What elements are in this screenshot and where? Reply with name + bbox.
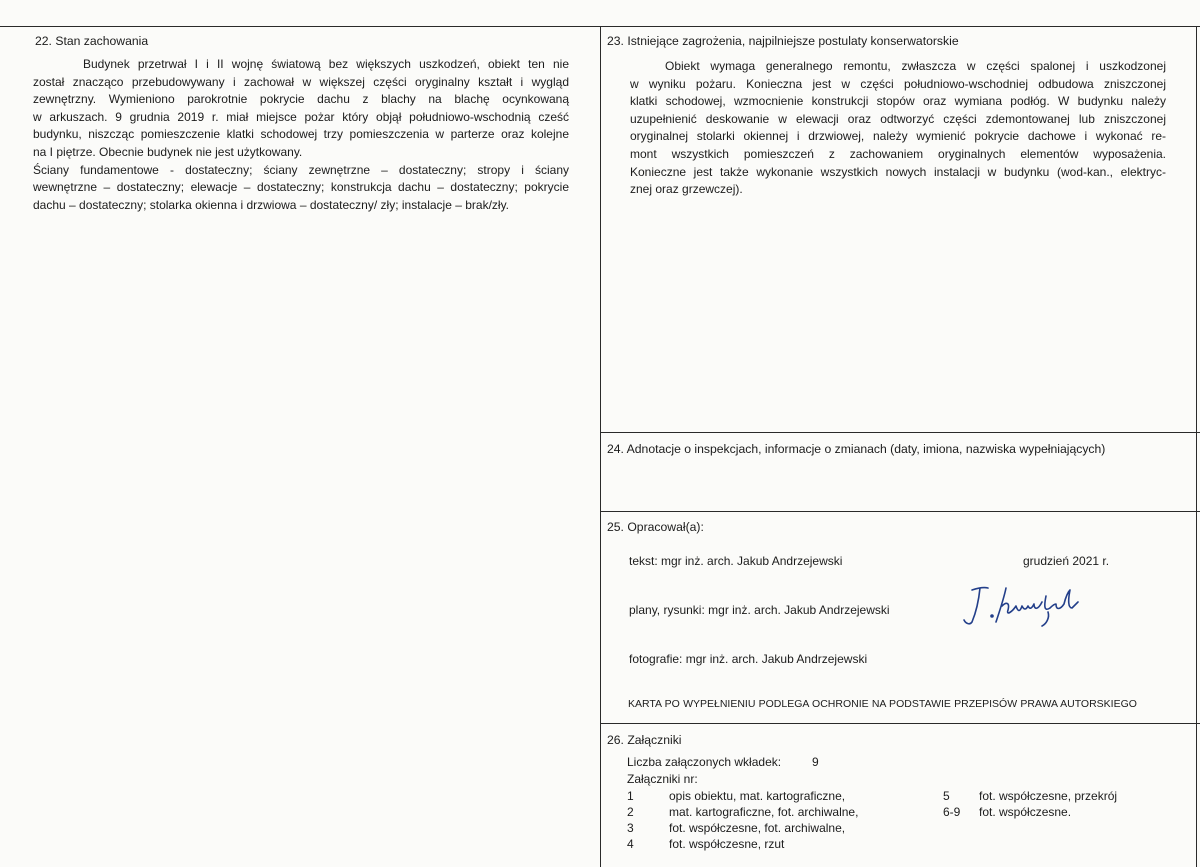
section-22-title: 22. Stan zachowania: [35, 34, 149, 48]
attachment-number: 1: [627, 789, 634, 803]
divider-25-26: [600, 723, 1200, 724]
copyright-notice: KARTA PO WYPEŁNIENIU PODLEGA OCHRONIE NA PODSTAWIE PRZEPISÓW PRAWA AUTORSKIEGO: [628, 698, 1137, 710]
section-23-line: Obiekt wymaga generalnego remontu, zwłaszcza w części spalonej i uszkodzonej: [665, 59, 1166, 73]
section-23-line: Konieczne jest także wykonanie wszystkich nowych instalacji w budynku (wod-kan., elektryc-: [630, 164, 1166, 179]
attachment-number: 6-9: [943, 805, 961, 819]
section-26-title: 26. Załączniki: [607, 733, 682, 747]
attachments-count-value: 9: [812, 755, 819, 769]
text-author: tekst: mgr inż. arch. Jakub Andrzejewski: [629, 554, 843, 568]
section-22-body: [33, 56, 569, 214]
attachment-description: fot. współczesne, fot. archiwalne,: [669, 821, 846, 835]
attachment-number: 3: [627, 821, 634, 835]
plans-author: plany, rysunki: mgr inż. arch. Jakub Andrzejewski: [629, 603, 890, 617]
section-23-line: uzupełnienić deskowanie w elewacji oraz odtworzyć części zdemontowanej lub zniszczonej: [630, 111, 1166, 126]
section-22-line: zewnętrzny. Wymieniono parokrotnie pokrycie dachu z blachy na blachę ocynkowaną: [33, 92, 569, 107]
attachments-list-label: Załączniki nr:: [627, 772, 698, 786]
divider-23-24: [600, 432, 1200, 433]
section-22-line: budynku, niszcząc pomieszczenie klatki schodowej trzy pomieszczenia w parterze oraz kolejne: [33, 127, 569, 142]
attachment-number: 2: [627, 805, 634, 819]
section-22-line: w arkuszach. 9 grudnia 2019 r. miał miejsce pożar który objął południowo-wschodnią cześć: [33, 109, 569, 124]
divider-24-25: [600, 511, 1200, 512]
section-25-title: 25. Opracował(a):: [607, 520, 704, 534]
section-23-line: oryginalnej stolarki okiennej i drzwiowej, należy wymienić pokrycie dachowe i wykonać re-: [630, 129, 1166, 144]
date-label: grudzień 2021 r.: [1023, 554, 1110, 568]
photos-author: fotografie: mgr inż. arch. Jakub Andrzejewski: [629, 652, 868, 666]
section-22-line: na I piętrze. Obecnie budynek nie jest użytkowany.: [33, 144, 303, 159]
section-23-title: 23. Istniejące zagrożenia, najpilniejsze postulaty konserwatorskie: [607, 34, 959, 48]
right-border: [1196, 26, 1197, 867]
attachment-description: fot. współczesne.: [979, 805, 1072, 819]
attachment-number: 5: [943, 789, 950, 803]
section-24-title: 24. Adnotacje o inspekcjach, informacje o zmianach (daty, imiona, nazwiska wypełniających): [607, 442, 1106, 456]
attachment-description: opis obiektu, mat. kartograficzne,: [669, 789, 846, 803]
section-23-line: klatki schodowej, wzmocnienie konstrukcji stopów oraz wymiana podłóg. W budynku należy: [630, 94, 1166, 109]
section-22-line: Budynek przetrwał I i II wojnę światową bez większych uszkodzeń, obiekt ten nie: [83, 57, 569, 71]
section-22-line: został znacząco przebudowywany i zachował w większej części oryginalny kształt i wygląd: [33, 74, 569, 89]
attachment-description: fot. współczesne, rzut: [669, 837, 785, 851]
column-divider: [600, 26, 601, 867]
attachment-number: 4: [627, 837, 634, 851]
section-22-line: wewnętrzne – dostateczny; elewacje – dostateczny; konstrukcja dachu – dostateczny; pokrycie: [33, 180, 569, 195]
section-22-line: Ściany fundamentowe - dostateczny; ściany zewnętrzne – dostateczny; stropy i ściany: [33, 162, 569, 177]
attachment-description: mat. kartograficzne, fot. archiwalne,: [669, 805, 859, 819]
section-22-line: dachu – dostateczny; stolarka okienna i drzwiowa – dostateczny/ zły; instalacje – brak/zły.: [33, 197, 510, 212]
section-23-line: mont wszystkich pomieszczeń z zachowaniem oryginalnych elementów wyposażenia.: [630, 146, 1166, 161]
section-23-line: znej oraz grzewczej).: [630, 182, 743, 197]
section-23-body: [630, 58, 1166, 199]
signature-image: [958, 582, 1088, 628]
section-23-line: w wyniku pożaru. Konieczna jest w części południowo-wschodniej odbudowa zniszczonej: [630, 76, 1166, 91]
attachments-count-label: Liczba załączonych wkładek:: [627, 755, 782, 769]
attachment-description: fot. współczesne, przekrój: [979, 789, 1118, 803]
